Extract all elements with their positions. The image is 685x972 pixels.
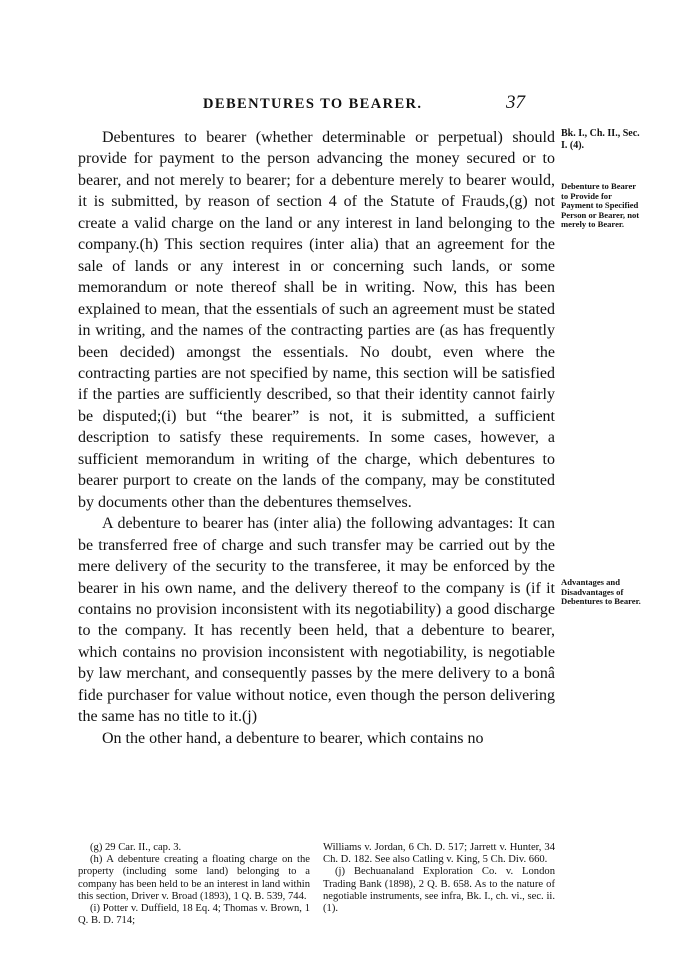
footnotes-right-column [323, 842, 555, 927]
footnote: (j) Bechuanaland Exploration Co. v. London Trading Bank (1898), 2 Q. B. 658. As to the nature of negotiable instruments, see infra, Bk. I., ch. vi., sec. ii. (1). [323, 866, 555, 915]
paragraph: Debentures to bearer (whether determinable or perpetual) should provide for payment to the person advancing the money secured or to bearer, and not merely to bearer; for a debenture merely to bearer would, it is submitted, by reason of section 4 of the Statute of Frauds,(g) not create a valid charge on the land or any interest in land belonging to the company.(h) This section requires (inter alia) that an agreement for the sale of lands or any interest in or concerning such lands, or some memorandum or note thereof shall be in writing. Now, this has been explained to mean, that the essentials of such an agreement must be stated in writing, and the names of the contracting parties are (as has frequently been decided) amongst the essentials. No doubt, even where the contracting parties are not specified by name, this section will be satisfied if the parties are sufficiently described, so that their identity cannot fairly be disputed;(i) but “the bearer” is not, it is submitted, a sufficient description to satisfy these requirements. In some cases, however, a sufficient memorandum in writing of the charge, which debentures to bearer purport to create on the lands of the company, may be constituted by documents other than the debentures themselves. [78, 129, 555, 511]
footnote: (h) A debenture creating a floating charge on the property (including some land) belonging to a company has been held to be an interest in land within this section, Driver v. Broad (1893), 1 Q. B. 539, 744. [78, 854, 310, 902]
footnote: Williams v. Jordan, 6 Ch. D. 517; Jarrett v. Hunter, 34 Ch. D. 182. See also Catling v. King, 5 Ch. Div. 660. [323, 842, 555, 866]
paragraph: On the other hand, a debenture to bearer, which contains no [102, 729, 484, 747]
footnotes-left-column [78, 842, 310, 927]
footnote: (g) 29 Car. II., cap. 3. [90, 842, 182, 853]
section-reference: Bk. I., Ch. II., Sec. I. (4). [561, 128, 640, 151]
footnote: (i) Potter v. Duffield, 18 Eq. 4; Thomas v. Brown, 1 Q. B. D. 714; [78, 903, 310, 927]
footnotes [78, 842, 555, 927]
running-title: DEBENTURES TO BEARER. [203, 96, 423, 112]
body-text [78, 127, 555, 749]
margin-note-advantages: Advantages and Disadvantages of Debentures to Bearer. [561, 577, 641, 607]
margin-note-debenture: Debenture to Bearer to Provide for Payment to Specified Person or Bearer, not merely to Bearer. [561, 181, 640, 230]
margin-reference [561, 128, 645, 152]
page-number: 37 [506, 92, 525, 113]
paragraph: A debenture to bearer has (inter alia) the following advantages: It can be transferred free of charge and such transfer may be carried out by the mere delivery of the security to the transferee, it may be enforced by the bearer in his own name, and the delivery thereof to the company is (if it contains no provision inconsistent with its negotiability) a good discharge to the company. It has recently been held, that a debenture to bearer, which contains no provision inconsistent with negotiability, is negotiable by law merchant, and consequently passes by the mere delivery to a bonâ fide purchaser for value without notice, even though the person delivering the same has no title to it.(j) [78, 515, 555, 726]
